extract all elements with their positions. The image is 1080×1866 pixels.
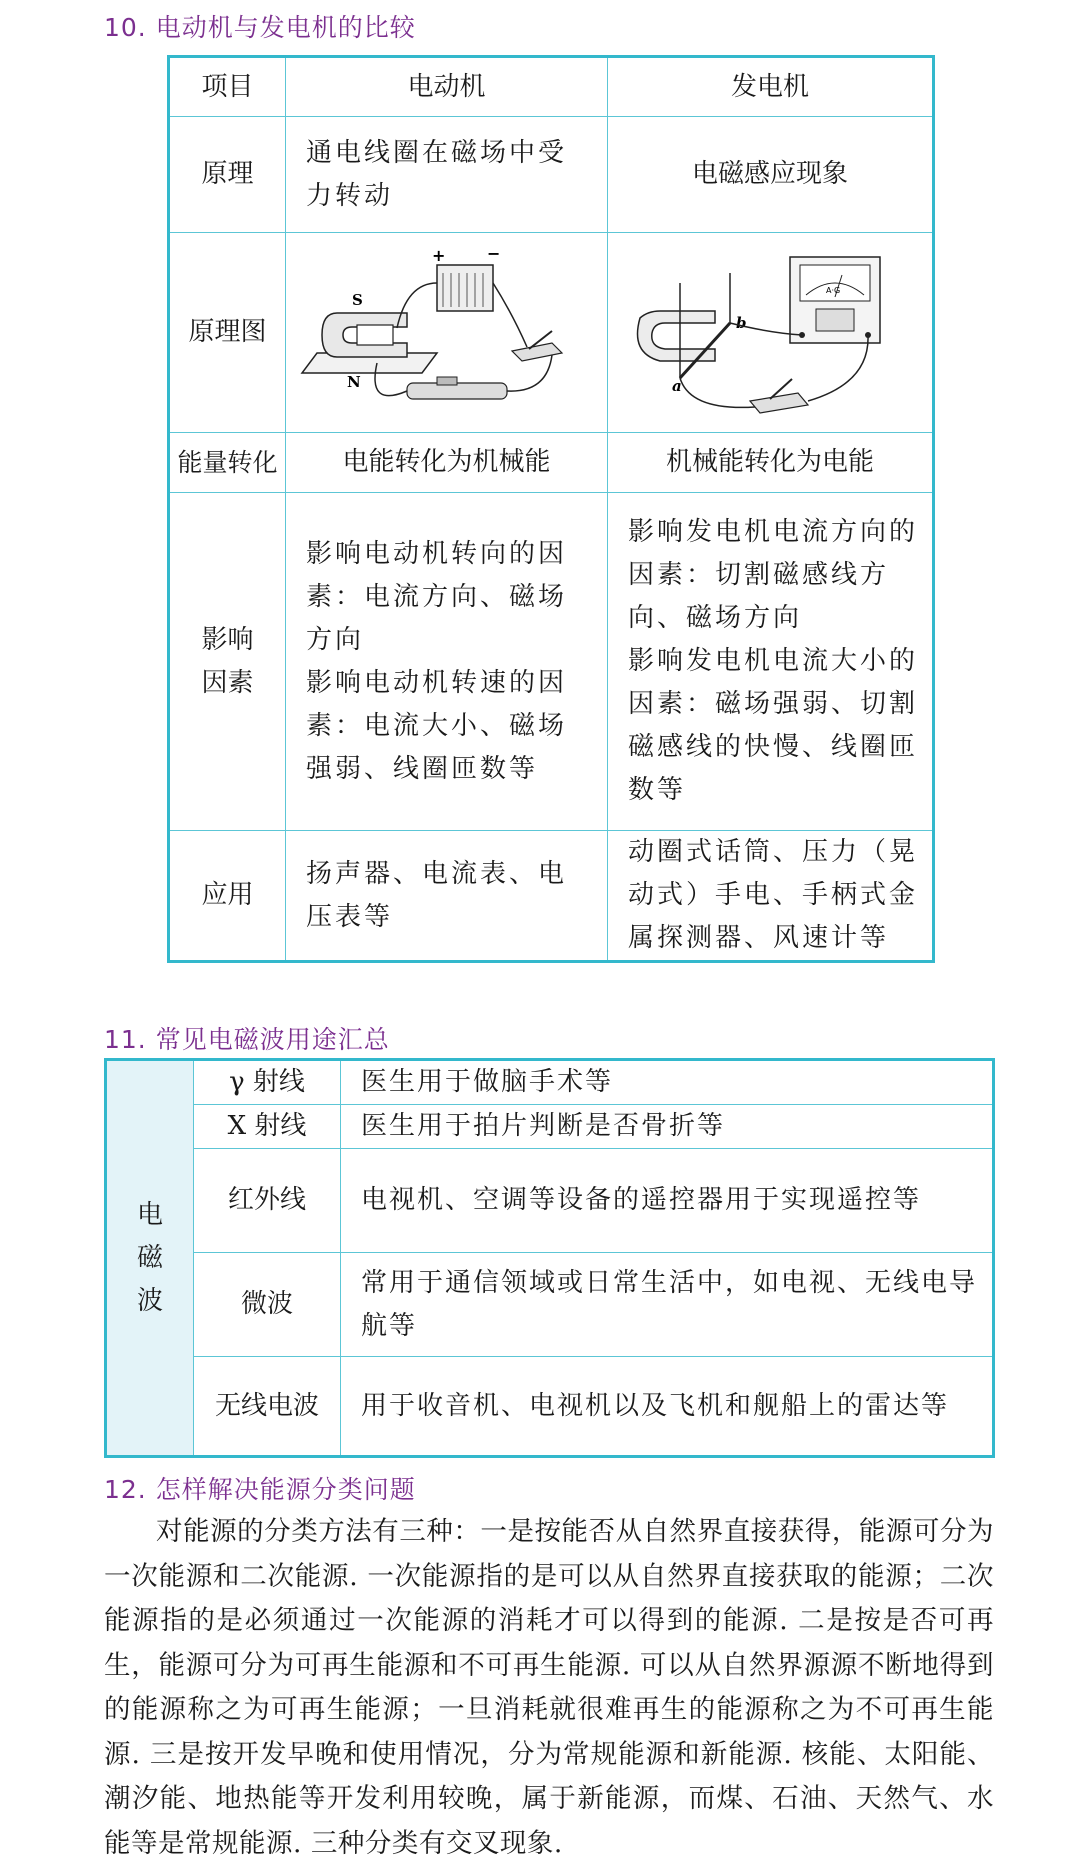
header-item: 项目 xyxy=(169,57,286,117)
generator-label-a: a xyxy=(672,376,682,395)
motor-label-s: S xyxy=(351,290,363,309)
row-label-principle: 原理 xyxy=(169,117,286,233)
motor-energy: 电能转化为机械能 xyxy=(286,433,608,493)
table-row xyxy=(106,1105,994,1149)
table-row xyxy=(169,493,934,831)
row-label-factors: 影响因素 xyxy=(169,493,286,831)
row-label-application: 应用 xyxy=(169,831,286,962)
motor-generator-table xyxy=(167,55,935,963)
generator-diagram xyxy=(620,243,920,423)
generator-energy: 机械能转化为电能 xyxy=(608,433,934,493)
motor-application: 扬声器、电流表、电压表等 xyxy=(286,831,608,962)
table-row xyxy=(169,433,934,493)
wave-use: 医生用于做脑手术等 xyxy=(341,1060,994,1105)
battery-plus: + xyxy=(431,245,445,265)
wave-use: 电视机、空调等设备的遥控器用于实现遥控等 xyxy=(341,1149,994,1253)
wave-use: 常用于通信领域或日常生活中，如电视、无线电导航等 xyxy=(341,1253,994,1357)
header-generator: 发电机 xyxy=(608,57,934,117)
generator-diagram-cell xyxy=(608,233,934,433)
wave-name: 微波 xyxy=(194,1253,341,1357)
wave-name: γ 射线 xyxy=(194,1060,341,1105)
generator-principle: 电磁感应现象 xyxy=(608,117,934,233)
table-row xyxy=(106,1357,994,1457)
motor-diagram xyxy=(297,243,597,423)
generator-label-b: b xyxy=(736,313,747,332)
wave-use: 用于收音机、电视机以及飞机和舰船上的雷达等 xyxy=(341,1357,994,1457)
table-row xyxy=(169,117,934,233)
wave-name: X 射线 xyxy=(194,1105,341,1149)
row-label-diagram: 原理图 xyxy=(169,233,286,433)
table-row xyxy=(169,233,934,433)
wave-name: 红外线 xyxy=(194,1149,341,1253)
table-row xyxy=(106,1253,994,1357)
motor-diagram-cell xyxy=(286,233,608,433)
header-motor: 电动机 xyxy=(286,57,608,117)
wave-name: 无线电波 xyxy=(194,1357,341,1457)
table-row xyxy=(106,1060,994,1105)
table-row xyxy=(106,1149,994,1253)
generator-factors: 影响发电机电流方向的因素：切割磁感线方向、磁场方向 影响发电机电流大小的因素：磁场强弱、切割磁感线的快慢、线圈匝数等 xyxy=(608,493,934,831)
energy-classification-paragraph xyxy=(104,1510,994,1866)
section-12-heading: 12. 怎样解决能源分类问题 xyxy=(104,1475,416,1504)
section-11-heading: 11. 常见电磁波用途汇总 xyxy=(104,1025,390,1054)
meter-label: A·G xyxy=(826,285,841,295)
paragraph-text: 对能源的分类方法有三种：一是按能否从自然界直接获得，能源可分为一次能源和二次能源. 一次能源指的是可以从自然界直接获取的能源；二次能源指的是必须通过一次能源的消耗才可以得到的能源. 二是按是否可再生，能源可分为可再生能源和不可再生能源. 可以从自然界源源不断地得到的能源称之为可再生能源；一旦消耗就很难再生的能源称之为不可再生能源. 三是按开发早晚和使用情况，分为常规能源和新能源. 核能、太阳能、潮汐能、地热能等开发利用较晚，属于新能源，而煤、石油、天然气、水能等是常规能源. 三种分类有交叉现象. xyxy=(104,1516,994,1859)
wave-use: 医生用于拍片判断是否骨折等 xyxy=(341,1105,994,1149)
em-wave-group-label: 电磁波 xyxy=(106,1060,194,1457)
motor-factors: 影响电动机转向的因素：电流方向、磁场方向 影响电动机转速的因素：电流大小、磁场强弱、线圈匝数等 xyxy=(286,493,608,831)
motor-label-n: N xyxy=(346,372,361,391)
em-wave-table xyxy=(104,1058,995,1458)
section-10-heading: 10. 电动机与发电机的比较 xyxy=(104,13,416,42)
battery-minus: − xyxy=(486,243,500,263)
table-row xyxy=(169,57,934,117)
generator-application: 动圈式话筒、压力（晃动式）手电、手柄式金属探测器、风速计等 xyxy=(608,831,934,962)
motor-principle: 通电线圈在磁场中受力转动 xyxy=(286,117,608,233)
row-label-energy: 能量转化 xyxy=(169,433,286,493)
table-row xyxy=(169,831,934,962)
